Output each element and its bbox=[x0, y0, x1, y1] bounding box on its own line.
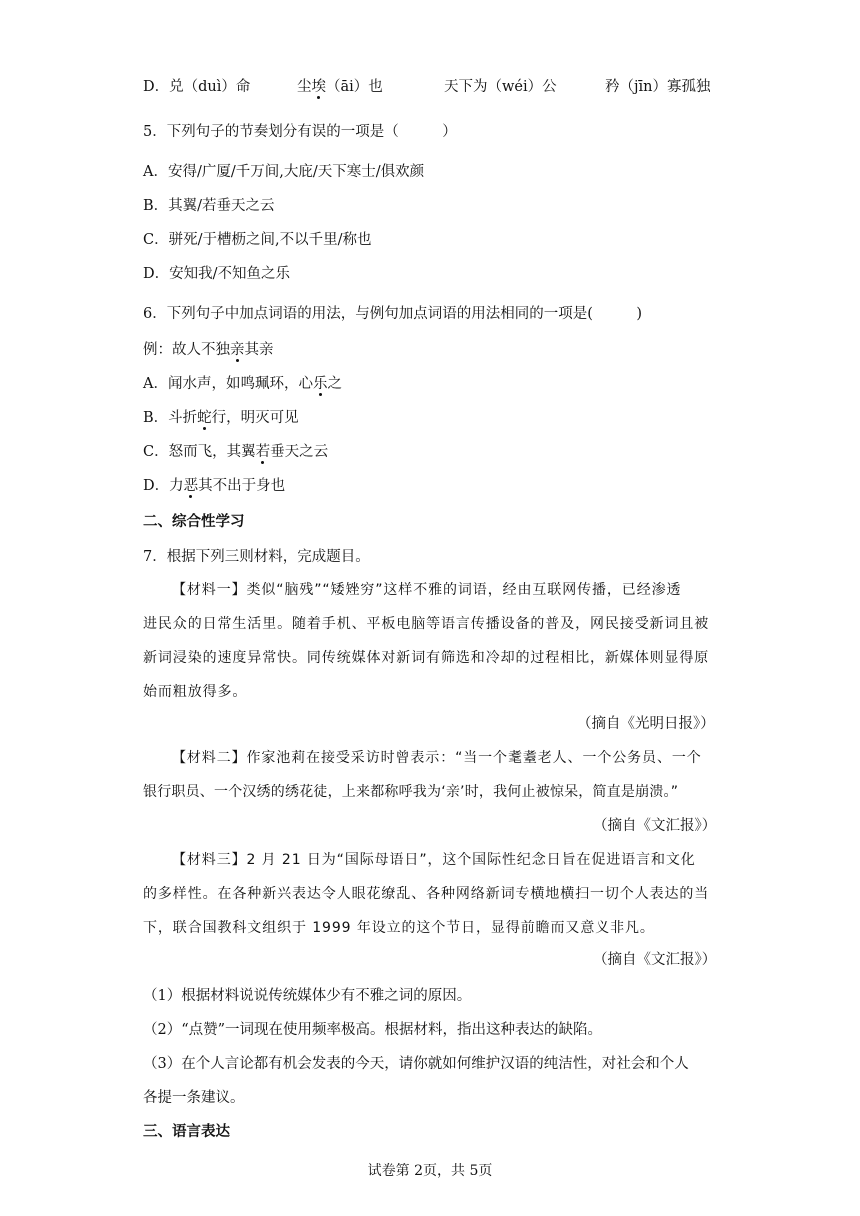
text: A．闻水声，如鸣珮环，心 bbox=[143, 376, 313, 392]
text: D．力 bbox=[143, 478, 184, 494]
text: 其不出于身也 bbox=[198, 478, 286, 494]
q6-stem: 6．下列句子中加点词语的用法，与例句加点词语的用法相同的一项是( ) bbox=[143, 306, 643, 322]
q5-option-a: A．安得/广厦/千万间,大庇/天下寒士/俱欢颜 bbox=[143, 164, 425, 180]
text: 垂天之云 bbox=[270, 444, 329, 460]
q7-sub-1: （1）根据材料说说传统媒体少有不雅之词的原因。 bbox=[143, 988, 472, 1004]
text: C．怒而飞，其翼 bbox=[143, 444, 256, 460]
q6-option-d bbox=[143, 476, 285, 496]
material-3-source: （摘自《文汇报》） bbox=[593, 952, 717, 968]
option-text: 尘 bbox=[297, 79, 312, 95]
q6-example bbox=[143, 340, 274, 360]
q4-option-d-item1 bbox=[143, 77, 250, 97]
material-2-source: （摘自《文汇报》） bbox=[593, 818, 717, 834]
material-3-line: 下，联合国教科文组织于 1999 年设立的这个节日，显得前瞻而又意义非凡。 bbox=[143, 920, 655, 936]
q6-option-b bbox=[143, 408, 299, 428]
text: 例：故人不独 bbox=[143, 342, 230, 358]
option-text: （āi）也 bbox=[326, 79, 383, 95]
q6-option-c bbox=[143, 442, 328, 462]
q7-sub-3: （3）在个人言论都有机会发表的今天，请你就如何维护汉语的纯洁性，对社会和个人 bbox=[143, 1056, 689, 1072]
dotted-char: 乐 bbox=[312, 376, 328, 392]
material-2-line: 银行职员、一个汉绣的绣花徒，上来都称呼我为‘亲’时，我何止被惊呆，简直是崩溃。” bbox=[143, 784, 679, 800]
text: B．斗折 bbox=[143, 410, 198, 426]
material-1-line: 新词浸染的速度异常快。同传统媒体对新词有筛选和冷却的过程相比，新媒体则显得原 bbox=[143, 650, 710, 666]
dotted-char: 埃 bbox=[311, 79, 326, 95]
q5-option-c: C．骈死/于槽枥之间,不以千里/称也 bbox=[143, 232, 372, 248]
dotted-char: 若 bbox=[255, 444, 271, 460]
material-1-line: 始而粗放得多。 bbox=[143, 684, 248, 700]
material-1-line: 【材料一】类似“脑残”“矮矬穷”这样不雅的词语，经由互联网传播，已经渗透 bbox=[172, 582, 682, 598]
text: 其亲 bbox=[244, 342, 274, 358]
q4-option-d-item3: 天下为（wéi）公 bbox=[444, 79, 557, 95]
material-3-line: 【材料三】2 月 21 日为“国际母语日”，这个国际性纪念日旨在促进语言和文化 bbox=[172, 852, 696, 868]
material-3-line: 的多样性。在各种新兴表达令人眼花缭乱、各种网络新词专横地横扫一切个人表达的当 bbox=[143, 886, 710, 902]
dotted-char: 蛇 bbox=[197, 410, 212, 426]
q7-stem: 7．根据下列三则材料，完成题目。 bbox=[143, 549, 370, 565]
q5-option-b: B．其翼/若垂天之云 bbox=[143, 198, 275, 214]
dotted-char: 亲 bbox=[230, 342, 245, 358]
page-footer: 试卷第 2页，共 5页 bbox=[367, 1163, 493, 1179]
q5-option-d: D．安知我/不知鱼之乐 bbox=[143, 266, 291, 282]
text: 行，明灭可见 bbox=[211, 410, 299, 426]
material-1-line: 进民众的日常生活里。随着手机、平板电脑等语言传播设备的普及，网民接受新词且被 bbox=[143, 616, 710, 632]
material-1-source: （摘自《光明日报》） bbox=[577, 716, 715, 732]
q5-stem: 5．下列句子的节奏划分有误的一项是（ ） bbox=[143, 124, 457, 140]
option-label: D． bbox=[143, 79, 170, 95]
section-title: 二、综合性学习 bbox=[143, 513, 245, 530]
q7-sub-3-cont: 各提一条建议。 bbox=[143, 1090, 245, 1106]
q4-option-d-item2 bbox=[297, 77, 383, 97]
dotted-char: 恶 bbox=[183, 478, 199, 494]
q6-option-a bbox=[143, 374, 342, 394]
text: 之 bbox=[327, 376, 342, 392]
option-text: 兑（duì）命 bbox=[169, 79, 251, 95]
q7-sub-2: （2）“点赞”一词现在使用频率极高。根据材料，指出这种表达的缺陷。 bbox=[143, 1022, 603, 1038]
section-title: 三、语言表达 bbox=[143, 1123, 230, 1140]
q4-option-d-item4: 矜（jīn）寡孤独 bbox=[605, 79, 711, 95]
material-2-line: 【材料二】作家池莉在接受采访时曾表示：“当一个耄耋老人、一个公务员、一个 bbox=[172, 750, 702, 766]
